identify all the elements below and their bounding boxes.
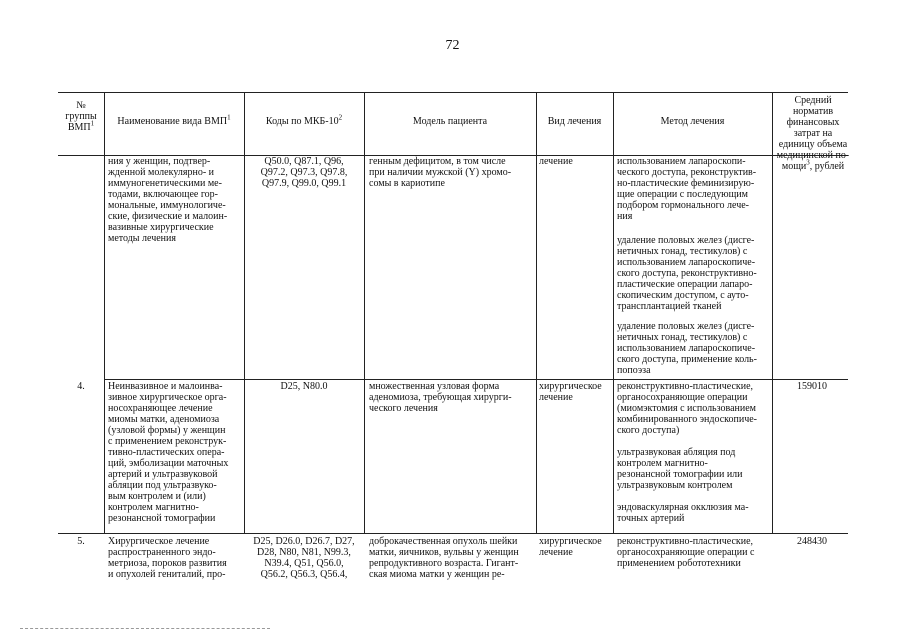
row1-vmp-name: ния у женщин, подтвер- жденной молекулярно- и иммуногенетическими ме- тодами, включающее гор- мональные, иммунологиче- ские, физические и малоин- вазивные хирургические методы лечения: [108, 156, 228, 244]
col-border: [364, 92, 365, 533]
row1-method-3: удаление половых желез (дисге- нетичных гонад, тестикулов) с использованием лапароскопиче- ского доступа, применение коль- попоэза: [617, 321, 757, 376]
row1-method-1: использованием лапароскопи- ческого доступа, реконструктив- но-пластические феминизирую- щие операции с последующим подбором гормонального лече- ния: [617, 156, 757, 222]
col-border: [772, 92, 773, 533]
col-border: [613, 92, 614, 533]
row5-avg-cost: 248430: [797, 536, 827, 547]
row1-treatment-type: лечение: [539, 156, 573, 167]
table-top-border: [58, 92, 848, 93]
header-group-no: № группы ВМП$^1$: [65, 100, 97, 133]
row4-patient-model: множественная узловая форма аденомиоза, требующая хирурги- ческого лечения: [369, 381, 512, 414]
header-treatment-type: Вид лечения: [547, 116, 602, 127]
header-avg-cost: Средний норматив финансовых затрат на единицу объема медицинской по-мощи$^3$, рублей: [776, 95, 850, 172]
row4-method-2: ультразвуковая абляция под контролем магнитно- резонансной томографии или ультразвуковым контролем: [617, 447, 743, 491]
col-border: [536, 92, 537, 533]
row5-vmp-name: Хирургическое лечение распространенного эндо- метриоза, пороков развития и опухолей гениталий, про-: [108, 536, 227, 580]
row5-method-1: реконструктивно-пластические, органосохраняющие операции с применением робототехники: [617, 536, 755, 569]
row5-icd-codes: D25, D26.0, D26.7, D27, D28, N80, N81, N99.3, N39.4, Q51, Q56.0, Q56.2, Q56.3, Q56.4,: [253, 536, 355, 580]
row5-treatment-type: хирургическое лечение: [539, 536, 602, 558]
row1-icd-codes: Q50.0, Q87.1, Q96, Q97.2, Q97.3, Q97.8, Q97.9, Q99.0, Q99.1: [260, 156, 348, 189]
header-patient-model: Модель пациента: [412, 116, 488, 127]
scan-artifact-line: [20, 628, 270, 629]
row5-group-no: 5.: [77, 536, 85, 547]
row4-avg-cost: 159010: [797, 381, 827, 392]
header-treatment-method: Метод лечения: [660, 116, 725, 127]
row-separator: [58, 533, 848, 534]
row4-icd-codes: D25, N80.0: [280, 381, 328, 392]
row1-method-2: удаление половых желез (дисге- нетичных гонад, тестикулов) с использованием лапароскопиче- ского доступа, реконструктивно- пластические операции лапаро- скопическим доступом, с ауто- трансплантацией тканей: [617, 235, 757, 312]
row5-patient-model: доброкачественная опухоль шейки матки, яичников, вульвы у женщин репродуктивного возраста. Гигант- ская миома матки у женщин ре-: [369, 536, 519, 580]
page-number: 72: [445, 38, 460, 53]
row4-method-1: реконструктивно-пластические, органосохраняющие операции (миомэктомия с использованием комбинированного эндоскопиче- ского доступа): [617, 381, 757, 436]
row1-patient-model: генным дефицитом, в том числе при наличии мужской (Y) хромо- сомы в кариотипе: [369, 156, 512, 189]
header-icd-codes: Коды по МКБ-$10^2$: [265, 113, 343, 127]
row-separator: [104, 379, 848, 380]
row4-treatment-type: хирургическое лечение: [539, 381, 602, 403]
col-border: [104, 92, 105, 533]
row4-vmp-name: Неинвазивное и малоинва- зивное хирургическое орга- носохраняющее лечение миомы матки, аденомиоза (узловой формы) у женщин с применением реконструк- тивно-пластических опера- ций, эмболизации маточных артерий и ультразвуковой абляции под ультразвуко- вым контролем и (или) контролем магнитно- резонансной томографии: [108, 381, 229, 524]
row4-method-3: эндоваскулярная окклюзия ма- точных артерий: [617, 502, 749, 524]
row4-group-no: 4.: [77, 381, 85, 392]
header-vmp-name: Наименование вида ВМП$^1$: [117, 113, 231, 127]
